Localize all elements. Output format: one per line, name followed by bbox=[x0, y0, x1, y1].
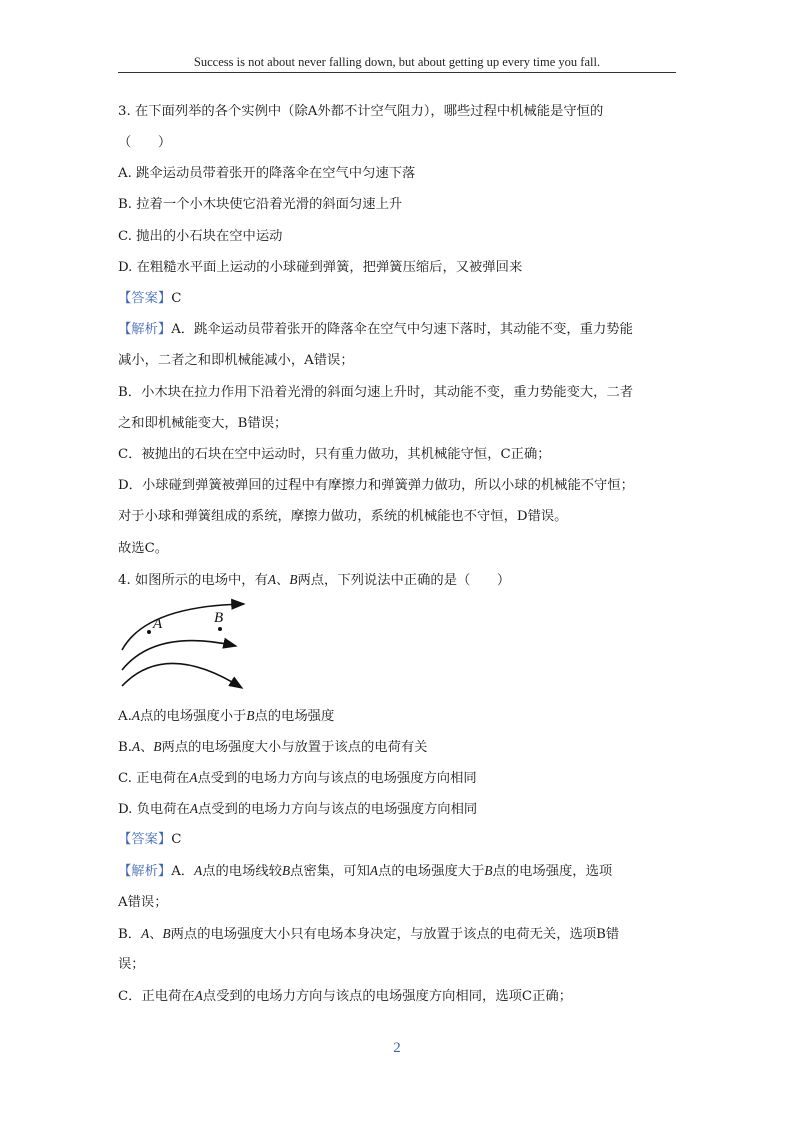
page-number: 2 bbox=[393, 1040, 401, 1056]
q3-option-b: B. 拉着一个小木块使它沿着光滑的斜面匀速上升 bbox=[118, 197, 403, 212]
q3-analysis-line: C．被抛出的石块在空中运动时，只有重力做功，其机械能守恒，C正确； bbox=[118, 447, 551, 462]
q3-analysis-line: B．小木块在拉力作用下沿着光滑的斜面匀速上升时，其动能不变，重力势能变大，二者 bbox=[118, 385, 634, 400]
q4-stem: 4. 如图所示的电场中，有A、B两点，下列说法中正确的是（ ） bbox=[118, 572, 511, 588]
q3-analysis-line: 之和即机械能变大，B错误； bbox=[118, 416, 288, 431]
point-b-label: B bbox=[214, 610, 224, 626]
q4-analysis-line: 【解析】A．A点的电场线较B点密集，可知A点的电场强度大于B点的电场强度，选项 bbox=[118, 863, 613, 879]
answer-value: C bbox=[171, 291, 182, 306]
q3-analysis-line: D．小球碰到弹簧被弹回的过程中有摩擦力和弹簧弹力做功，所以小球的机械能不守恒； bbox=[118, 478, 634, 493]
point-a-dot bbox=[147, 630, 151, 634]
q4-analysis-line: C．正电荷在A点受到的电场力方向与该点的电场强度方向相同，选项C正确； bbox=[118, 988, 572, 1004]
field-line-bottom bbox=[122, 663, 242, 688]
answer-tag: 【答案】 bbox=[118, 291, 172, 306]
q3-blank: （ ） bbox=[118, 135, 172, 150]
q4-analysis-line: B．A、B两点的电场强度大小只有电场本身决定，与放置于该点的电荷无关，选项B错 bbox=[118, 926, 620, 942]
q3-option-d: D. 在粗糙水平面上运动的小球碰到弹簧，把弹簧压缩后，又被弹回来 bbox=[118, 260, 523, 275]
analysis-tag: 【解析】 bbox=[118, 864, 172, 879]
point-b-dot bbox=[218, 627, 222, 631]
q3-analysis-line: 减小，二者之和即机械能减小，A错误； bbox=[118, 353, 354, 368]
q4-option-c: C. 正电荷在A点受到的电场力方向与该点的电场强度方向相同 bbox=[118, 770, 477, 786]
q3-analysis-line: 故选C。 bbox=[118, 541, 169, 556]
q4-option-b: B.A、B两点的电场强度大小与放置于该点的电荷有关 bbox=[118, 739, 428, 755]
q3-option-a: A. 跳伞运动员带着张开的降落伞在空气中匀速下落 bbox=[118, 166, 416, 181]
analysis-tag: 【解析】 bbox=[118, 322, 172, 337]
q4-option-a: A.A点的电场强度小于B点的电场强度 bbox=[118, 708, 335, 724]
q4-option-d: D. 负电荷在A点受到的电场力方向与该点的电场强度方向相同 bbox=[118, 801, 478, 817]
answer-value: C bbox=[171, 832, 182, 847]
q3-analysis-line: 【解析】A．跳伞运动员带着张开的降落伞在空气中匀速下落时，其动能不变，重力势能 bbox=[118, 322, 633, 337]
answer-tag: 【答案】 bbox=[118, 832, 172, 847]
q3-answer bbox=[118, 290, 181, 308]
point-a-label: A bbox=[153, 616, 163, 632]
q3-stem: 3. 在下面列举的各个实例中（除A外都不计空气阻力），哪些过程中机械能是守恒的 bbox=[118, 104, 604, 119]
q3-analysis-line: 对于小球和弹簧组成的系统，摩擦力做功，系统的机械能也不守恒，D错误。 bbox=[118, 509, 568, 524]
q4-analysis-line: A错误； bbox=[118, 895, 168, 910]
page-header-motto: Success is not about never falling down, but about getting up every time you fall. bbox=[193, 55, 601, 69]
field-line-middle bbox=[122, 641, 236, 670]
q3-option-c: C. 抛出的小石块在空中运动 bbox=[118, 229, 283, 244]
q4-analysis-line: 误； bbox=[118, 957, 145, 972]
q4-answer bbox=[118, 831, 181, 849]
header-rule bbox=[118, 72, 676, 73]
electric-field-diagram bbox=[116, 598, 256, 696]
